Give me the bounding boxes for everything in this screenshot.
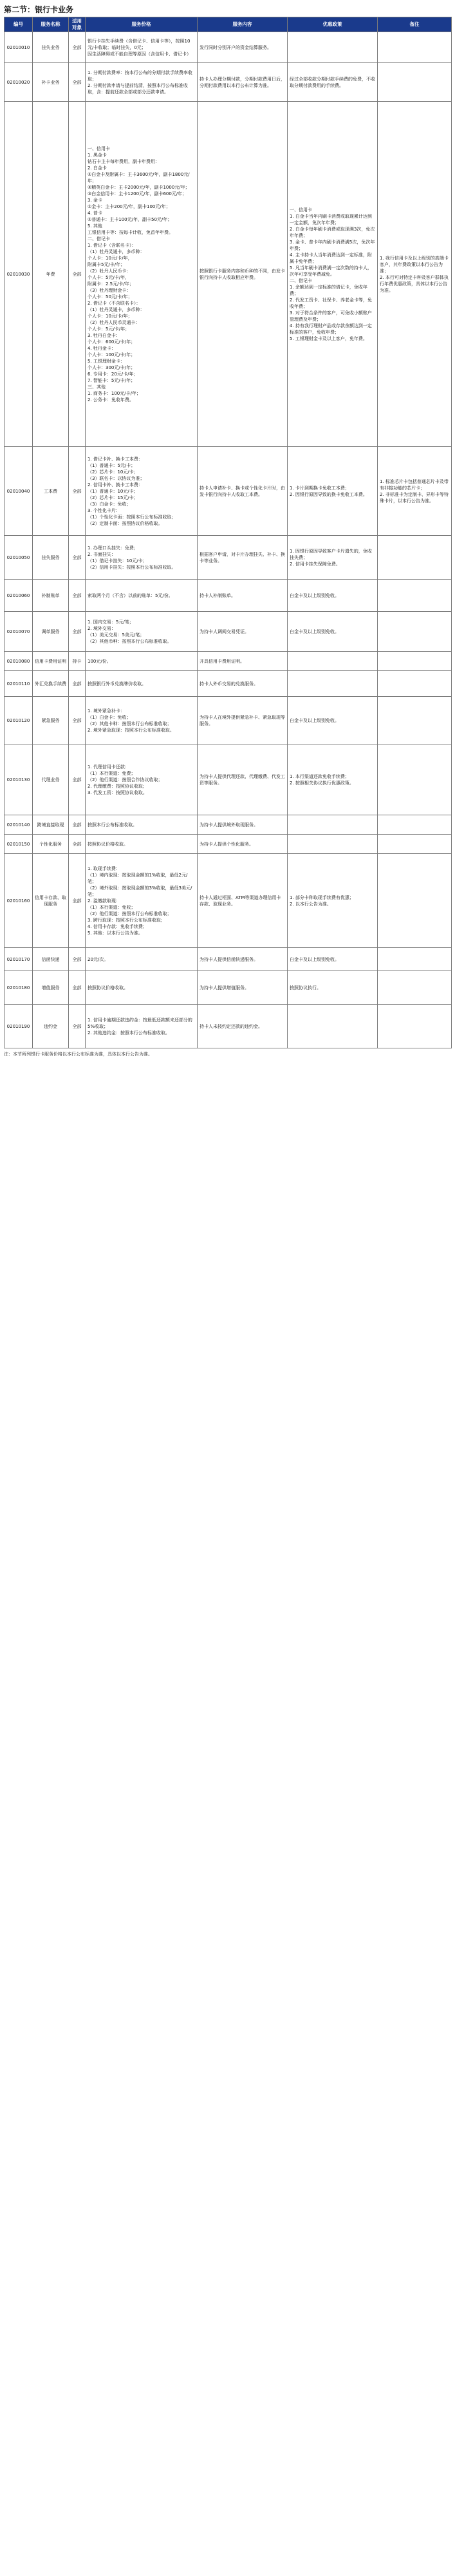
cell-price: 索取两个月（不含）以前的账单：5元/份。 [86,580,198,612]
table-row [5,744,452,815]
cell-content: 为持卡人提供信函快递服务。 [198,948,288,971]
table-row [5,32,452,63]
table-row [5,102,452,447]
cell-policy: 1. 本行渠道还款免收手续费； 2. 按照相关协议执行优惠政策。 [288,744,378,815]
cell-target: 全部 [69,948,86,971]
cell-target: 持卡 [69,652,86,671]
header-row [5,17,452,32]
cell-content: 持卡人外币交易的兑换服务。 [198,671,288,697]
cell-no: 02010080 [5,652,33,671]
cell-name: 工本费 [33,447,69,536]
cell-price: 1. 借记卡补、换卡工本费： （1）普通卡：5元/卡； （2）芯片卡：10元/卡； （3）联名卡：以协议为准； 2. 信用卡补、换卡工本费： （1）普通卡：10元/卡； （2）芯片卡：15元/卡； （3）白金卡：免收； 3. 个性化卡片： （1）个性化卡面：按照本行公布标准收取； （2）定制卡面：按照协议价格收取。 [86,447,198,536]
cell-policy: 白金卡及以上级别免收。 [288,612,378,652]
cell-note [378,612,452,652]
cell-policy: 1. 部分卡种取现手续费有优惠； 2. 以本行公告为准。 [288,854,378,948]
cell-target: 全部 [69,815,86,835]
cell-price: 1. 国内交易：5元/笔； 2. 境外交易： （1）美元交易：5美元/笔； （2）其他币种：按照本行公布标准收取。 [86,612,198,652]
cell-content: 为持卡人在境外提供紧急补卡、紧急取现等服务。 [198,697,288,744]
cell-note [378,697,452,744]
cell-content: 为持卡人提供个性化服务。 [198,835,288,854]
header-price: 服务价格 [86,17,198,32]
cell-price: 1. 办理口头挂失：免费； 2. 书面挂失： （1）借记卡挂失：10元/卡； （2）信用卡挂失：按照本行公布标准收取。 [86,536,198,580]
cell-target: 全部 [69,536,86,580]
cell-policy: 白金卡及以上级别免收。 [288,697,378,744]
cell-target: 全部 [69,447,86,536]
cell-policy [288,1005,378,1048]
cell-no: 02010030 [5,102,33,447]
cell-no: 02010010 [5,32,33,63]
cell-target: 全部 [69,744,86,815]
section-title: 第二节：银行卡业务 [4,5,74,14]
header-policy: 优惠政策 [288,17,378,32]
cell-no: 02010040 [5,447,33,536]
cell-note: 1. 我行信用卡及以上级别的高端卡客户，其年费政策以本行公告为准； 2. 本行可对特定卡种及客户群体执行年费优惠政策，具体以本行公告为准。 [378,102,452,447]
cell-no: 02010170 [5,948,33,971]
cell-name: 个性化服务 [33,835,69,854]
cell-no: 02010180 [5,971,33,1005]
cell-note [378,652,452,671]
cell-note [378,815,452,835]
cell-no: 02010110 [5,671,33,697]
header-no: 编号 [5,17,33,32]
cell-no: 02010060 [5,580,33,612]
cell-note [378,948,452,971]
table-row [5,835,452,854]
cell-target: 全部 [69,102,86,447]
cell-name: 补卡业务 [33,63,69,102]
cell-content: 开具信用卡费用证明。 [198,652,288,671]
cell-no: 02010140 [5,815,33,835]
cell-price: 按照本行公布标准收取。 [86,815,198,835]
cell-content: 持卡人未按约定还款的违约金。 [198,1005,288,1048]
cell-note [378,32,452,63]
table-row [5,1005,452,1048]
cell-content: 为持卡人调阅交易凭证。 [198,612,288,652]
cell-content: 持卡人申请补卡、换卡或个性化卡片时，由发卡银行向持卡人收取工本费。 [198,447,288,536]
cell-price: 1. 分期付款费率：按本行公布的分期付款手续费率收取； 2. 分期付款申请与提前结清，按照本行公布标准收取，含：提前还款全部或部分还款申请。 [86,63,198,102]
cell-price: 银行卡挂失手续费（含借记卡、信用卡等），按照10元/卡收取；临时挂失，0元； 因生活障碍或不能自理等原因（含信用卡、借记卡） [86,32,198,63]
cell-policy: 1. 因银行原因导致客户卡片遗失的，免收挂失费； 2. 信用卡挂失保障免费。 [288,536,378,580]
cell-note: 1. 标准芯片卡包括普通芯片卡及带有非接功能的芯片卡； 2. 非标准卡为定制卡、异形卡等特殊卡片，以本行公告为准。 [378,447,452,536]
cell-name: 跨境直接取现 [33,815,69,835]
cell-name: 挂失业务 [33,32,69,63]
table-row [5,671,452,697]
cell-note [378,580,452,612]
cell-name: 增值服务 [33,971,69,1005]
cell-target: 全部 [69,63,86,102]
cell-policy [288,815,378,835]
table-row [5,612,452,652]
table-row [5,854,452,948]
cell-no: 02010070 [5,612,33,652]
cell-content: 为持卡人提供增值服务。 [198,971,288,1005]
cell-policy [288,652,378,671]
cell-target: 全部 [69,612,86,652]
header-content: 服务内容 [198,17,288,32]
table-row [5,948,452,971]
cell-price: 一、信用卡 1. 黑金卡 钻石卡主卡每年费用，副卡年费用： 2. 白金卡 ①白金卡及附属卡：主卡3600元/年，副卡1800元/年； ②精英白金卡：主卡2000元/年，副卡1000元/年； ③白金信用卡：主卡1200元/年，副卡600元/年； 3. 金卡 ①金卡：主卡200元/年，副卡100元/年； 4. 普卡 ①普通卡：主卡100元/年，副卡50元/年； 5. 其他 工银信用卡等：按每卡计收，免首年年费。 二、借记卡 1. 借记卡（含联名卡）： （1）牡丹灵通卡，多币种： 个人卡：10元/卡/年， 附属卡5元/卡/年； （2）牡丹人民币卡： 个人卡：5元/卡/年， 附属卡：2.5元/卡/年； （3）牡丹理财金卡： 个人卡：50元/卡/年； 2. 借记卡（不含联名卡）： （1）牡丹灵通卡，多币种： 个人卡：10元/卡/年； （2）牡丹人民币灵通卡： 个人卡：5元/卡/年； 3. 牡丹白金卡： 个人卡：600元/卡/年； 4. 牡丹金卡： 个人卡：100元/卡/年； 5. 工银理财金卡： 个人卡：300元/卡/年； 6. 专用卡：20元/卡/年； 7. 智能卡：5元/卡/年； 三、其他 1. 商务卡：100元/卡/年； 2. 公务卡：免收年费。 [86,102,198,447]
cell-no: 02010130 [5,744,33,815]
fee-table [4,17,452,1048]
cell-target: 全部 [69,697,86,744]
table-row [5,580,452,612]
cell-price: 20元/次。 [86,948,198,971]
cell-target: 全部 [69,971,86,1005]
cell-price: 按照银行外币兑换牌价收取。 [86,671,198,697]
cell-no: 02010190 [5,1005,33,1048]
cell-policy [288,835,378,854]
cell-content: 持卡人补制账单。 [198,580,288,612]
cell-content: 发行同时分别开户的资金结算服务。 [198,32,288,63]
cell-content: 根据客户申请，对卡片办理挂失、补卡、换卡等业务。 [198,536,288,580]
cell-no: 02010020 [5,63,33,102]
cell-policy: 白金卡及以上级别免收。 [288,948,378,971]
table-row [5,536,452,580]
header-target: 适用对象 [69,17,86,32]
cell-target: 全部 [69,32,86,63]
cell-name: 外汇兑换手续费 [33,671,69,697]
cell-price: 1. 信用卡逾期还款违约金：按最低还款额未还部分的5%收取； 2. 其他违约金：按照本行公布标准收取。 [86,1005,198,1048]
footnote: 注：本节所列银行卡服务价格以本行公布标准为准，具体以本行公告为准。 [4,1052,153,1057]
fee-table-body [5,32,452,1048]
cell-no: 02010050 [5,536,33,580]
cell-policy: 1. 卡片到期换卡免收工本费； 2. 因银行原因导致的换卡免收工本费。 [288,447,378,536]
cell-no: 02010120 [5,697,33,744]
cell-target: 全部 [69,671,86,697]
cell-price: 1. 取现手续费： （1）境内取现：按取现金额的1%收取，最低2元/笔； （2）境外取现：按取现金额的3%收取，最低3美元/笔； 2. 溢缴款取现： （1）本行渠道：免收； （2）他行渠道：按照本行公布标准收取； 3. 跨行取现：按照本行公布标准收取； 4. 信用卡存款：免收手续费； 5. 其他：以本行公告为准。 [86,854,198,948]
cell-policy: 按照协议执行。 [288,971,378,1005]
table-row [5,815,452,835]
cell-note [378,744,452,815]
cell-policy: 一、信用卡 1. 白金卡当年内刷卡消费或取现累计达到一定金额，免次年年费； 2. 白金卡每年刷卡消费或取现满3次，免次年年费； 3. 金卡、普卡年内刷卡消费满5次，免次年年费； 4. 主卡持卡人当年消费达到一定标准，附属卡免年费； 5. 凡当年刷卡消费满一定次数的持卡人，次年可享受年费减免。 二、借记卡 1. 余额达到一定标准的借记卡，免收年费； 2. 代发工资卡、社保卡、养老金卡等，免收年费； 3. 对于符合条件的客户，可免收小额账户管理费及年费； 4. 持有我行理财产品或存款余额达到一定标准的客户，免收年费； 5. 工银理财金卡及以上客户，免年费。 [288,102,378,447]
cell-name: 代理业务 [33,744,69,815]
cell-price: 1. 境外紧急补卡： （1）白金卡：免收； （2）其他卡种：按照本行公布标准收取； 2. 境外紧急取现：按照本行公布标准收取。 [86,697,198,744]
cell-target: 全部 [69,580,86,612]
cell-policy [288,671,378,697]
cell-price: 按照协议价格收取。 [86,835,198,854]
cell-content: 为持卡人提供代理还款、代理缴费、代发工资等服务。 [198,744,288,815]
cell-note [378,536,452,580]
cell-name: 调单服务 [33,612,69,652]
cell-policy: 白金卡及以上级别免收。 [288,580,378,612]
cell-target: 全部 [69,835,86,854]
table-row [5,652,452,671]
header-name: 服务名称 [33,17,69,32]
cell-note [378,1005,452,1048]
table-row [5,697,452,744]
cell-no: 02010160 [5,854,33,948]
cell-content: 为持卡人提供境外取现服务。 [198,815,288,835]
cell-name: 补制账单 [33,580,69,612]
table-row [5,447,452,536]
table-row [5,971,452,1005]
cell-name: 挂失服务 [33,536,69,580]
cell-policy [288,32,378,63]
cell-note [378,854,452,948]
cell-name: 信函快递 [33,948,69,971]
cell-note [378,835,452,854]
cell-content: 持卡人通过柜面、ATM等渠道办理信用卡存款、取现业务。 [198,854,288,948]
cell-price: 1. 代理信用卡还款： （1）本行渠道：免费； （2）他行渠道：按照合作协议收取； 2. 代理缴费：按照协议收取； 3. 代发工资：按照协议收取。 [86,744,198,815]
cell-content: 持卡人办理分期付款，分期付款费用日后，分期付款费用以本行公布计算为准。 [198,63,288,102]
cell-target: 全部 [69,1005,86,1048]
cell-content: 按照银行卡服务内容和币种的不同，由发卡银行向持卡人收取相应年费。 [198,102,288,447]
cell-name: 违约金 [33,1005,69,1048]
cell-note [378,971,452,1005]
cell-note [378,671,452,697]
cell-name: 紧急服务 [33,697,69,744]
cell-policy: 经过全部收款分期付款手续费的免费，不收取分期付款费用的手续费。 [288,63,378,102]
table-row [5,63,452,102]
cell-price: 100元/份。 [86,652,198,671]
cell-name: 信用卡存款、取现服务 [33,854,69,948]
cell-no: 02010150 [5,835,33,854]
cell-note [378,63,452,102]
cell-name: 年费 [33,102,69,447]
cell-name: 信用卡费用证明 [33,652,69,671]
header-note: 备注 [378,17,452,32]
cell-price: 按照协议价格收取。 [86,971,198,1005]
cell-target: 全部 [69,854,86,948]
